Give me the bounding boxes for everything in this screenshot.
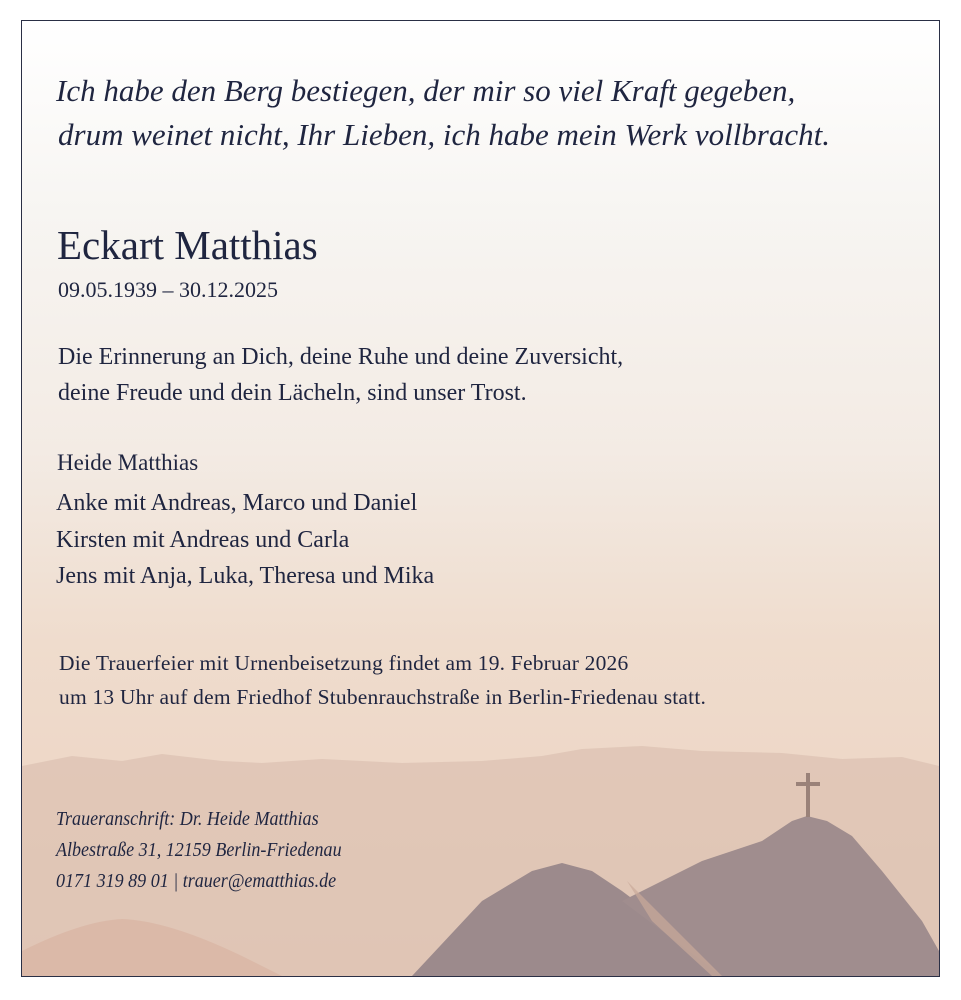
life-dates: 09.05.1939 – 30.12.2025 <box>58 277 278 302</box>
obituary-card <box>21 20 940 977</box>
mourner-family-3: Jens mit Anja, Luka, Theresa und Mika <box>56 563 435 589</box>
funeral-notice-line-1: Die Trauerfeier mit Urnenbeisetzung findet am 19. Februar 2026 <box>59 651 629 675</box>
funeral-notice-line-2: um 13 Uhr auf dem Friedhof Stubenrauchstraße in Berlin-Friedenau statt. <box>59 685 707 709</box>
mourner-family-1: Anke mit Andreas, Marco und Daniel <box>56 490 418 516</box>
address-contact-line: 0171 319 89 01 | trauer@ematthias.de <box>56 870 337 892</box>
memorial-text-line-2: deine Freude und dein Lächeln, sind unser Trost. <box>58 380 527 406</box>
deceased-name: Eckart Matthias <box>57 222 318 268</box>
address-line-2: Albestraße 31, 12159 Berlin-Friedenau <box>56 839 342 861</box>
address-line-1: Traueranschrift: Dr. Heide Matthias <box>56 808 319 830</box>
quote-line-1: Ich habe den Berg bestiegen, der mir so viel Kraft gegeben, <box>56 73 796 108</box>
mourner-spouse: Heide Matthias <box>57 450 199 475</box>
memorial-text-line-1: Die Erinnerung an Dich, deine Ruhe und deine Zuversicht, <box>58 344 624 370</box>
quote-line-2: drum weinet nicht, Ihr Lieben, ich habe mein Werk vollbracht. <box>58 117 830 152</box>
mourner-family-2: Kirsten mit Andreas und Carla <box>56 527 350 553</box>
